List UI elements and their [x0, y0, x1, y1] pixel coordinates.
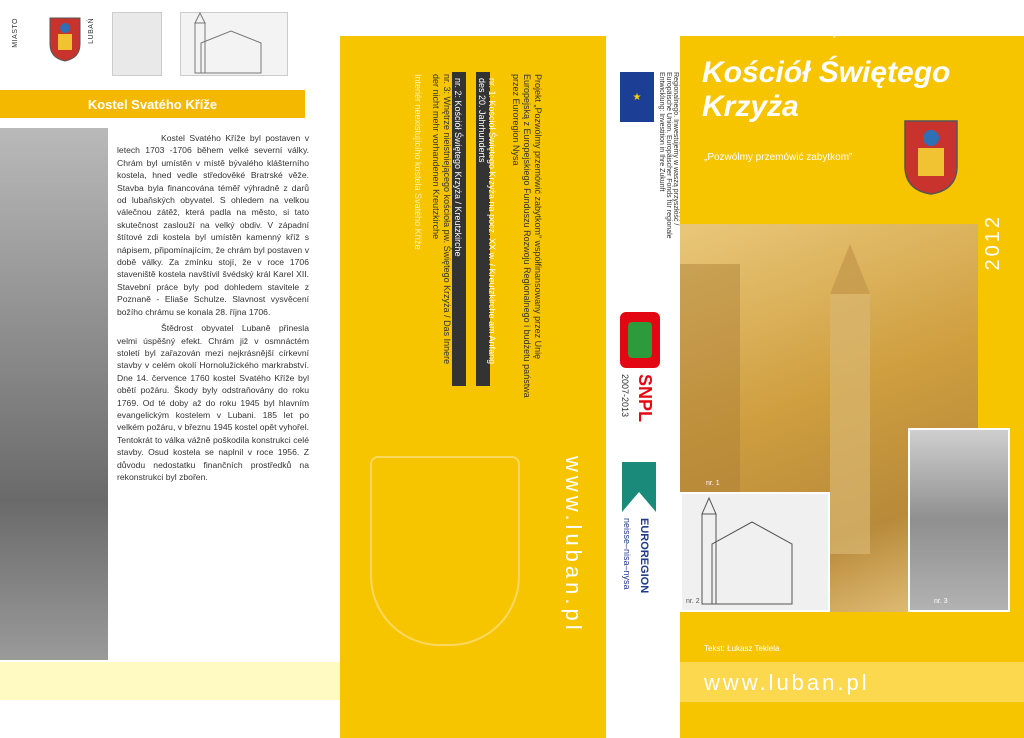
city-crest-icon [902, 118, 960, 196]
snpl-logo [620, 312, 660, 462]
church-drawing-thumbnail [180, 12, 288, 76]
kicker: ZABYTEK NIEISTNIEJĄCY [704, 26, 853, 38]
middle-url: www.luban.pl [561, 456, 586, 634]
church-drawing [680, 492, 830, 612]
left-title: Kostel Svatého Kříže [0, 90, 305, 118]
caption-block-1 [476, 72, 497, 386]
project-text: Projekt „Pozwólmy przemówić zabytkom” współfinansowany przez Unię Europejską z Europejskiego Funduszu Rozwoju Regionalnego i budżetu państwa przez Euroregion Nysa [511, 74, 543, 398]
euroregion-logo [616, 462, 666, 642]
text-credit: Tekst: Łukasz Tekiela [704, 644, 780, 653]
crest-label-right: LUBAŃ [88, 18, 95, 44]
left-body [117, 132, 309, 483]
cover-url: www.luban.pl [704, 670, 870, 695]
caption-block-2 [452, 72, 466, 386]
logos-column [606, 36, 680, 716]
cover-subtitle: „Pozwólmy przemówić zabytkom” [704, 152, 853, 163]
caption-1: nr. 1: Kościół Świętego Krzyża na pocz. XX w. / Kreutzkirche am Anfang des 20. Jahrhunderts [477, 78, 497, 365]
snpl-mark-icon [620, 312, 660, 368]
crest-label-left: MIASTO [12, 18, 19, 48]
left-panel [0, 0, 340, 725]
left-paragraph-1: Kostel Svatého Kříže byl postaven v letech 1703 -1706 během velké severní války. Chrám byl umístěn v místě bývalého klášterního kostela, hned vedle středověké Bratrské věže. Stavba byla financována téměř výhradně z darů od lubaňských obyvatel. S ohledem na velkou válečnou zátěž, která padla na město, si tato skutečnost zaslouží na velký obdiv. V západní štítové zdi kostela byl umístěn kamenný kříž s nápisem, připomínajícím, že chrám byl postaven v době války. Za zmínku stojí, že v roce 1706 staveniště kostela navštívil švédský král Karel XII. Stavební práce byly pod dohledem stavitele z Poznaně - Eliaše Schulze. Slavnost vysvěcení božího chrámu se konala 28. října 1706. [117, 133, 309, 317]
euroregion-mark-icon [622, 462, 656, 512]
caption-3-sub: Interiér neexistujícího kostela Svatého Kříže [413, 74, 423, 250]
left-footer-band [0, 662, 340, 700]
cover-title [702, 56, 950, 124]
eu-text: Regionalnego. Inwestujemy w waszą przyszłość / Europäische Union. Europäischer Fonds für regionale Entwicklung: Investition in Ihre Zukunft [658, 72, 679, 239]
snpl-label: SNPL [635, 374, 655, 423]
euroregion-sub: neisse–nisa–nysa [622, 518, 632, 590]
caption-2: nr. 2: Kościół Świętego Krzyża / Kreutzkirche [453, 78, 463, 257]
church-interior-photo [908, 428, 1010, 612]
middle-panel [340, 36, 606, 738]
cover-title-line-1: Kościół Świętego [702, 56, 951, 89]
left-paragraph-2: Štědrost obyvatel Lubaně přinesla velmi úspěšný efekt. Chrám již v osmnáctém století byl zařazován mezi nejkrásnější církevní stavby v celém okolí Hornolužického markrabství. Dne 14. července 1760 kostel Svatého Kříže byl obětí požáru. Škody byly odstraňovány do roku 1769. Od té doby až do roku 1945 byl hlavním evangelickým kostelem v Lubani. 185 let po velkém požáru, v březnu 1945 kostel opět vyhořel. Tentokrát to válka vážně poškodila konstrukci celé stavby. Osud kostela se naplnil v roce 1956. Z důvodu nedostatku finančních prostředků na rekonstrukci byl zbořen. [117, 323, 309, 482]
church-interior-thumbnail [112, 12, 162, 76]
cover-title-line-2: Krzyża [702, 90, 799, 123]
luban-crest-icon [48, 16, 82, 62]
year: 2012 [982, 214, 1004, 271]
caption-3: nr. 3: Wnętrze nieistniejącego kościoła pw. Świętego Krzyża / Das Innere der nicht mehr vorhandenen Kreutzkirche [431, 74, 452, 365]
photo-label-1: nr. 1 [706, 480, 720, 487]
street-photo [0, 128, 108, 660]
eu-flag-icon: ★ [620, 72, 654, 122]
euroregion-label: EUROREGION [638, 518, 650, 594]
photo-label-3: nr. 3 [934, 598, 948, 605]
keys-emblem [370, 456, 520, 646]
snpl-years: 2007-2013 [620, 374, 630, 418]
right-panel [680, 26, 1024, 738]
church-sketch-icon [181, 13, 289, 77]
church-drawing-icon [682, 494, 828, 610]
photo-label-2: nr. 2 [686, 598, 700, 605]
